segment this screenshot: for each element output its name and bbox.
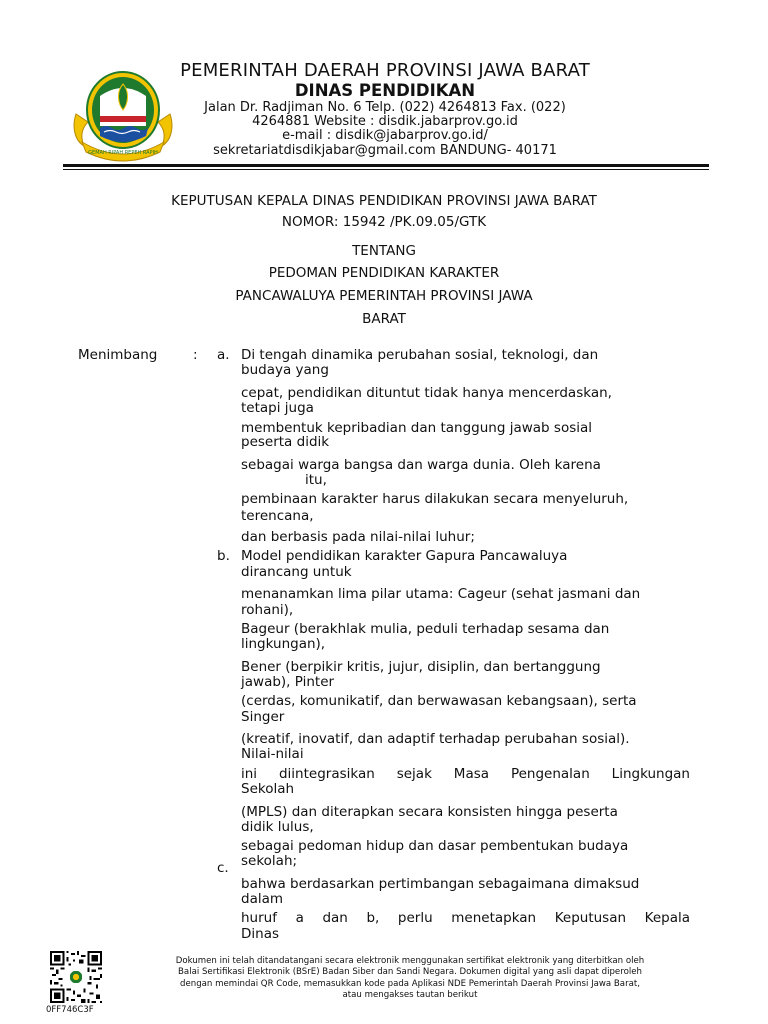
body-line: Dinas	[241, 926, 280, 942]
body-line: (kreatif, inovatif, dan adaptif terhadap perubahan sosial).	[241, 731, 630, 747]
body-line: cepat, pendidikan dituntut tidak hanya mencerdaskan,	[241, 385, 612, 401]
body-line: sebagai warga bangsa dan warga dunia. Oleh karena	[241, 457, 601, 473]
decree-title: KEPUTUSAN KEPALA DINAS PENDIDIKAN PROVINSI JAWA BARAT	[171, 193, 597, 209]
electronic-signature-note	[130, 956, 690, 1001]
note-line: atau mengakses tautan berikut	[342, 989, 478, 1000]
body-line: Singer	[241, 709, 285, 725]
body-line: dan berbasis pada nilai-nilai luhur;	[241, 529, 475, 545]
logo-motto: GEMAH RIPAH REPEH RAPIH	[88, 150, 158, 156]
body-line: Bageur (berakhlak mulia, peduli terhadap sesama dan	[241, 621, 610, 637]
body-line: menanamkan lima pilar utama: Cageur (sehat jasmani dan	[241, 586, 641, 602]
body-line: lingkungan),	[241, 636, 326, 652]
body-line: dalam	[241, 891, 284, 907]
body-line: itu,	[305, 472, 327, 488]
body-line: Bener (berpikir kritis, jujur, disiplin, dan bertanggung	[241, 659, 601, 675]
body-line: sebagai pedoman hidup dan dasar pembentukan budaya	[241, 838, 629, 854]
header-subtitle: DINAS PENDIDIKAN	[294, 81, 476, 100]
body-line: tetapi juga	[241, 400, 314, 416]
note-line: dengan memindai QR Code, memasukkan kode pada Aplikasi NDE Pemerintah Daerah Provinsi Jawa Barat,	[180, 978, 640, 989]
body-line: ini diintegrasikan sejak Masa Pengenalan Lingkungan	[241, 766, 690, 782]
header-divider-thin	[63, 169, 709, 170]
body-line: dirancang untuk	[241, 564, 352, 580]
body-line: terencana,	[241, 508, 314, 524]
note-line: Dokumen ini telah ditandatangani secara elektronik menggunakan sertifikat elektronik yang diterbitkan oleh	[175, 956, 645, 966]
body-line: Nilai-nilai	[241, 746, 304, 762]
body-line: budaya yang	[241, 362, 329, 378]
note-line: Balai Sertifikasi Elektronik (BSrE) Badan Siber dan Sandi Negara. Dokumen digital yang asli dapat diperoleh	[178, 967, 642, 978]
header-address-line: Jalan Dr. Radjiman No. 6 Telp. (022) 4264813 Fax. (022)	[204, 100, 566, 115]
item-marker-c: c.	[217, 860, 229, 876]
decree-subject-line: PEDOMAN PENDIDIKAN KARAKTER	[268, 265, 500, 281]
body-line: didik lulus,	[241, 819, 314, 835]
header-address-line: 4264881 Website : disdik.jabarprov.go.id	[252, 114, 518, 129]
item-marker-b: b.	[217, 548, 230, 564]
header-address-line: e-mail : disdik@jabarprov.go.id/	[282, 128, 488, 143]
body-line: membentuk kepribadian dan tanggung jawab sosial	[241, 420, 593, 436]
body-line: (MPLS) dan diterapkan secara konsisten hingga peserta	[241, 804, 618, 820]
decree-subject-line: PANCAWALUYA PEMERINTAH PROVINSI JAWA	[235, 288, 533, 304]
header-address-line: sekretariatdisdikjabar@gmail.com BANDUNG- 40171	[213, 143, 557, 158]
decree-subject-line: BARAT	[362, 311, 406, 327]
item-marker-a: a.	[217, 347, 230, 363]
menimbang-label: Menimbang	[78, 347, 158, 363]
menimbang-colon: :	[193, 347, 198, 363]
decree-tentang: TENTANG	[352, 243, 416, 259]
body-line: bahwa berdasarkan pertimbangan sebagaimana dimaksud	[241, 876, 640, 892]
body-line: Di tengah dinamika perubahan sosial, teknologi, dan	[241, 347, 599, 363]
body-line: rohani),	[241, 602, 294, 618]
body-line: (cerdas, komunikatif, dan berwawasan kebangsaan), serta	[241, 693, 637, 709]
body-line: jawab), Pinter	[241, 674, 335, 690]
decree-number: NOMOR: 15942 /PK.09.05/GTK	[281, 214, 487, 230]
qr-code-id: 0FF746C3F	[46, 1005, 94, 1015]
body-line: pembinaan karakter harus dilakukan secara menyeluruh,	[241, 491, 629, 507]
header-title: PEMERINTAH DAERAH PROVINSI JAWA BARAT	[180, 60, 590, 81]
qr-code[interactable]	[50, 951, 102, 1003]
body-line: sekolah;	[241, 853, 298, 869]
body-line: huruf a dan b, perlu menetapkan Keputusan Kepala	[241, 910, 690, 926]
body-line: peserta didik	[241, 434, 330, 450]
body-line: Model pendidikan karakter Gapura Pancawaluya	[241, 548, 568, 564]
body-line: Sekolah	[241, 781, 295, 797]
header-divider-thick	[63, 164, 709, 167]
